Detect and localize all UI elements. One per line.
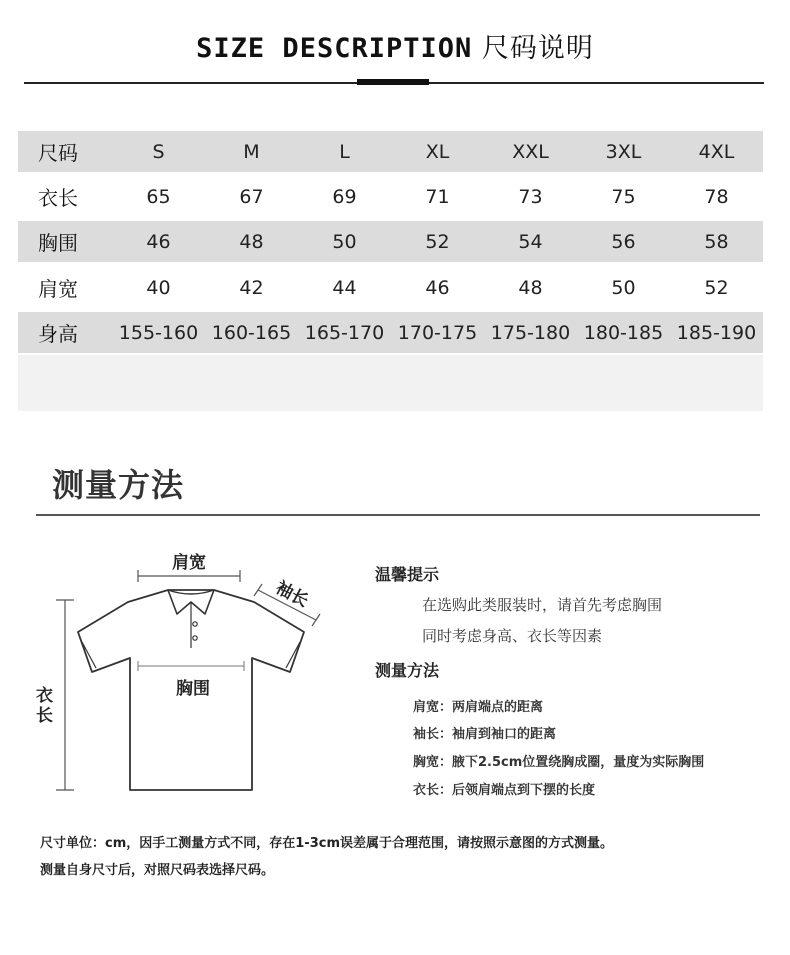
label-shoulder: 肩宽: [172, 553, 206, 573]
table-cell: 50: [611, 276, 636, 299]
size-table: [18, 131, 763, 411]
table-cell: 69: [332, 185, 357, 208]
table-cell: 44: [332, 276, 357, 299]
table-cell: 175-180: [490, 321, 571, 344]
table-cell: 160-165: [211, 321, 292, 344]
table-row-height: [18, 312, 763, 353]
table-cell: 46: [425, 276, 450, 299]
row-header: 身高: [38, 322, 78, 346]
method-item: 衣长：后领肩端点到下摆的长度: [413, 783, 596, 798]
table-cell: 58: [704, 230, 729, 253]
table-cell: 52: [704, 276, 729, 299]
table-cell: M: [243, 140, 260, 163]
table-cell: 71: [425, 185, 450, 208]
table-row-size: [18, 131, 763, 172]
table-cell: 165-170: [304, 321, 385, 344]
table-cell: 4XL: [698, 140, 735, 163]
polo-shirt-icon: [30, 540, 350, 800]
tip-item: 同时考虑身高、衣长等因素: [422, 627, 603, 645]
note-text: 测量自身尺寸后，对照尺码表选择尺码。: [40, 863, 275, 878]
table-empty-row: [18, 355, 763, 411]
table-cell: S: [152, 140, 165, 163]
row-header: 肩宽: [38, 277, 78, 301]
page-title: [0, 26, 790, 65]
table-cell: 78: [704, 185, 729, 208]
table-cell: L: [339, 140, 350, 163]
table-cell: 42: [239, 276, 264, 299]
table-cell: 170-175: [397, 321, 478, 344]
method-item: 肩宽：两肩端点的距离: [413, 700, 544, 715]
table-cell: 48: [518, 276, 543, 299]
table-cell: 65: [146, 185, 171, 208]
table-cell: 40: [146, 276, 171, 299]
table-cell: 54: [518, 230, 543, 253]
row-header: 衣长: [38, 186, 78, 210]
table-cell: 46: [146, 230, 171, 253]
row-header: 胸围: [38, 231, 78, 255]
tip-item: 在选购此类服装时，请首先考虑胸围: [422, 596, 663, 614]
table-row-chest: [18, 221, 763, 262]
row-header: 尺码: [38, 141, 78, 165]
section-title: 测量方法: [52, 466, 185, 504]
label-length: 衣长: [36, 686, 53, 726]
table-cell: 73: [518, 185, 543, 208]
title-english: SIZE DESCRIPTION: [196, 33, 473, 64]
table-cell: 56: [611, 230, 636, 253]
title-chinese: 尺码说明: [481, 33, 594, 64]
table-cell: 48: [239, 230, 264, 253]
table-cell: 52: [425, 230, 450, 253]
table-cell: 180-185: [583, 321, 664, 344]
table-row-length: [18, 176, 763, 217]
label-sleeve: 袖长: [272, 577, 312, 612]
note-text: 尺寸单位：cm，因手工测量方式不同，存在1-3cm误差属于合理范围，请按照示意图的方式测量。: [40, 836, 613, 851]
table-cell: XXL: [512, 140, 549, 163]
table-cell: 75: [611, 185, 636, 208]
method-item: 胸宽：腋下2.5cm位置绕胸成圈，量度为实际胸围: [413, 755, 705, 770]
method-heading: 测量方法: [375, 661, 440, 680]
table-cell: 67: [239, 185, 264, 208]
table-cell: 3XL: [605, 140, 642, 163]
table-cell: 50: [332, 230, 357, 253]
method-item: 袖长：袖肩到袖口的距离: [413, 727, 557, 742]
tips-heading: 温馨提示: [375, 565, 440, 584]
shirt-diagram: [30, 540, 350, 800]
title-divider-accent: [357, 79, 429, 85]
table-cell: XL: [425, 140, 450, 163]
label-chest: 胸围: [176, 679, 210, 699]
table-row-shoulder: [18, 267, 763, 308]
section-divider: [36, 514, 760, 516]
table-cell: 185-190: [676, 321, 757, 344]
table-cell: 155-160: [118, 321, 199, 344]
